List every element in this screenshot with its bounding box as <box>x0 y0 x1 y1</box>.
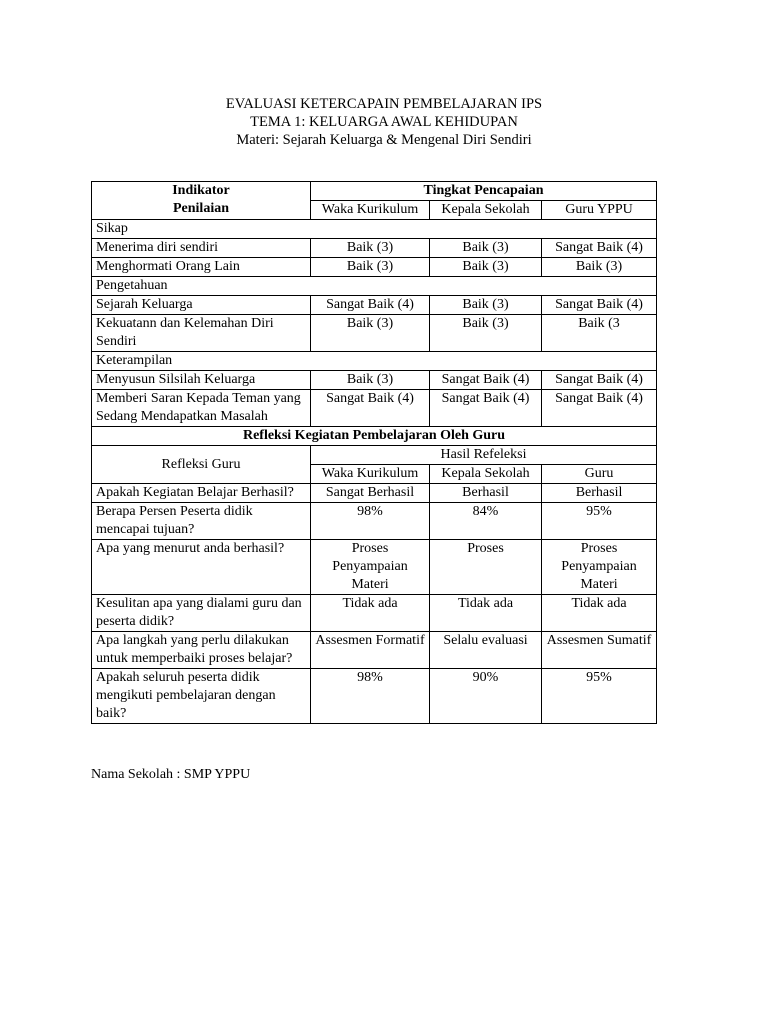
indicator-label: Menerima diri sendiri <box>92 239 311 258</box>
evaluation-table <box>91 181 657 724</box>
table-cell: Sangat Baik (4) <box>430 390 542 427</box>
section-label: Keterampilan <box>92 352 657 371</box>
table-cell: Tidak ada <box>430 595 542 632</box>
school-name: Nama Sekolah : SMP YPPU <box>91 767 251 782</box>
material-subtitle: Materi: Sejarah Keluarga & Mengenal Diri Sendiri <box>236 132 532 148</box>
section-row <box>92 277 657 296</box>
reflection-header-row <box>92 446 657 465</box>
table-row <box>92 296 657 315</box>
indicator-header-cell <box>92 182 311 220</box>
table-row <box>92 540 657 595</box>
section-row <box>92 352 657 371</box>
column-header-waka: Waka Kurikulum <box>311 201 430 220</box>
table-cell: Sangat Baik (4) <box>311 296 430 315</box>
result-header: Hasil Refeleksi <box>311 446 657 465</box>
document-header <box>0 95 768 149</box>
table-row <box>92 390 657 427</box>
question-label: Kesulitan apa yang dialami guru dan peserta didik? <box>92 595 311 632</box>
table-cell: Tidak ada <box>311 595 430 632</box>
section-label: Sikap <box>92 220 657 239</box>
indicator-label: Menyusun Silsilah Keluarga <box>92 371 311 390</box>
table-row <box>92 484 657 503</box>
column-header-waka: Waka Kurikulum <box>311 465 430 484</box>
column-header-kepsek: Kepala Sekolah <box>430 201 542 220</box>
reflection-title: Refleksi Kegiatan Pembelajaran Oleh Guru <box>92 427 657 446</box>
table-cell: Assesmen Formatif <box>311 632 430 669</box>
table-cell: Sangat Baik (4) <box>542 371 657 390</box>
table-header-row <box>92 182 657 201</box>
table-cell: Proses Penyampaian Materi <box>542 540 657 595</box>
indicator-header: Indikator <box>172 183 230 198</box>
table-cell: 98% <box>311 669 430 724</box>
table-cell: Proses Penyampaian Materi <box>311 540 430 595</box>
question-label: Apakah seluruh peserta didik mengikuti pembelajaran dengan baik? <box>92 669 311 724</box>
indicator-label: Menghormati Orang Lain <box>92 258 311 277</box>
table-row <box>92 371 657 390</box>
table-cell: Baik (3 <box>542 315 657 352</box>
table-cell: Sangat Baik (4) <box>542 296 657 315</box>
indicator-header-2: Penilaian <box>172 201 229 216</box>
question-label: Apakah Kegiatan Belajar Berhasil? <box>92 484 311 503</box>
table-cell: Tidak ada <box>542 595 657 632</box>
table-cell: Baik (3) <box>311 239 430 258</box>
indicator-label: Sejarah Keluarga <box>92 296 311 315</box>
section-row <box>92 220 657 239</box>
table-row <box>92 595 657 632</box>
table-cell: Baik (3) <box>430 296 542 315</box>
table-cell: Sangat Berhasil <box>311 484 430 503</box>
table-cell: Sangat Baik (4) <box>311 390 430 427</box>
table-cell: 84% <box>430 503 542 540</box>
table-row <box>92 669 657 724</box>
table-cell: Baik (3) <box>311 371 430 390</box>
column-header-guru: Guru <box>542 465 657 484</box>
table-cell: Baik (3) <box>311 315 430 352</box>
table-cell: Berhasil <box>542 484 657 503</box>
section-label: Pengetahuan <box>92 277 657 296</box>
table-cell: 90% <box>430 669 542 724</box>
table-cell: Sangat Baik (4) <box>542 390 657 427</box>
table-cell: Baik (3) <box>430 258 542 277</box>
document-title: EVALUASI KETERCAPAIN PEMBELAJARAN IPS <box>225 96 543 112</box>
table-cell: Sangat Baik (4) <box>430 371 542 390</box>
table-row <box>92 632 657 669</box>
table-cell: Proses <box>430 540 542 595</box>
question-label: Berapa Persen Peserta didik mencapai tujuan? <box>92 503 311 540</box>
indicator-label: Kekuatann dan Kelemahan Diri Sendiri <box>92 315 311 352</box>
table-cell: Selalu evaluasi <box>430 632 542 669</box>
table-row <box>92 258 657 277</box>
reflection-title-row <box>92 427 657 446</box>
table-cell: Baik (3) <box>542 258 657 277</box>
table-cell: Baik (3) <box>311 258 430 277</box>
table-cell: Baik (3) <box>430 315 542 352</box>
table-cell: Baik (3) <box>430 239 542 258</box>
theme-title: TEMA 1: KELUARGA AWAL KEHIDUPAN <box>250 114 518 130</box>
table-cell: Sangat Baik (4) <box>542 239 657 258</box>
reflection-header: Refleksi Guru <box>92 446 311 484</box>
question-label: Apa yang menurut anda berhasil? <box>92 540 311 595</box>
indicator-label: Memberi Saran Kepada Teman yang Sedang Mendapatkan Masalah <box>92 390 311 427</box>
table-row <box>92 239 657 258</box>
table-cell: 95% <box>542 503 657 540</box>
column-header-guru: Guru YPPU <box>542 201 657 220</box>
table-row <box>92 503 657 540</box>
column-header-kepsek: Kepala Sekolah <box>430 465 542 484</box>
table-cell: Berhasil <box>430 484 542 503</box>
table-row <box>92 315 657 352</box>
question-label: Apa langkah yang perlu dilakukan untuk memperbaiki proses belajar? <box>92 632 311 669</box>
table-cell: 98% <box>311 503 430 540</box>
table-cell: 95% <box>542 669 657 724</box>
achievement-level-header: Tingkat Pencapaian <box>311 182 657 201</box>
table-cell: Assesmen Sumatif <box>542 632 657 669</box>
